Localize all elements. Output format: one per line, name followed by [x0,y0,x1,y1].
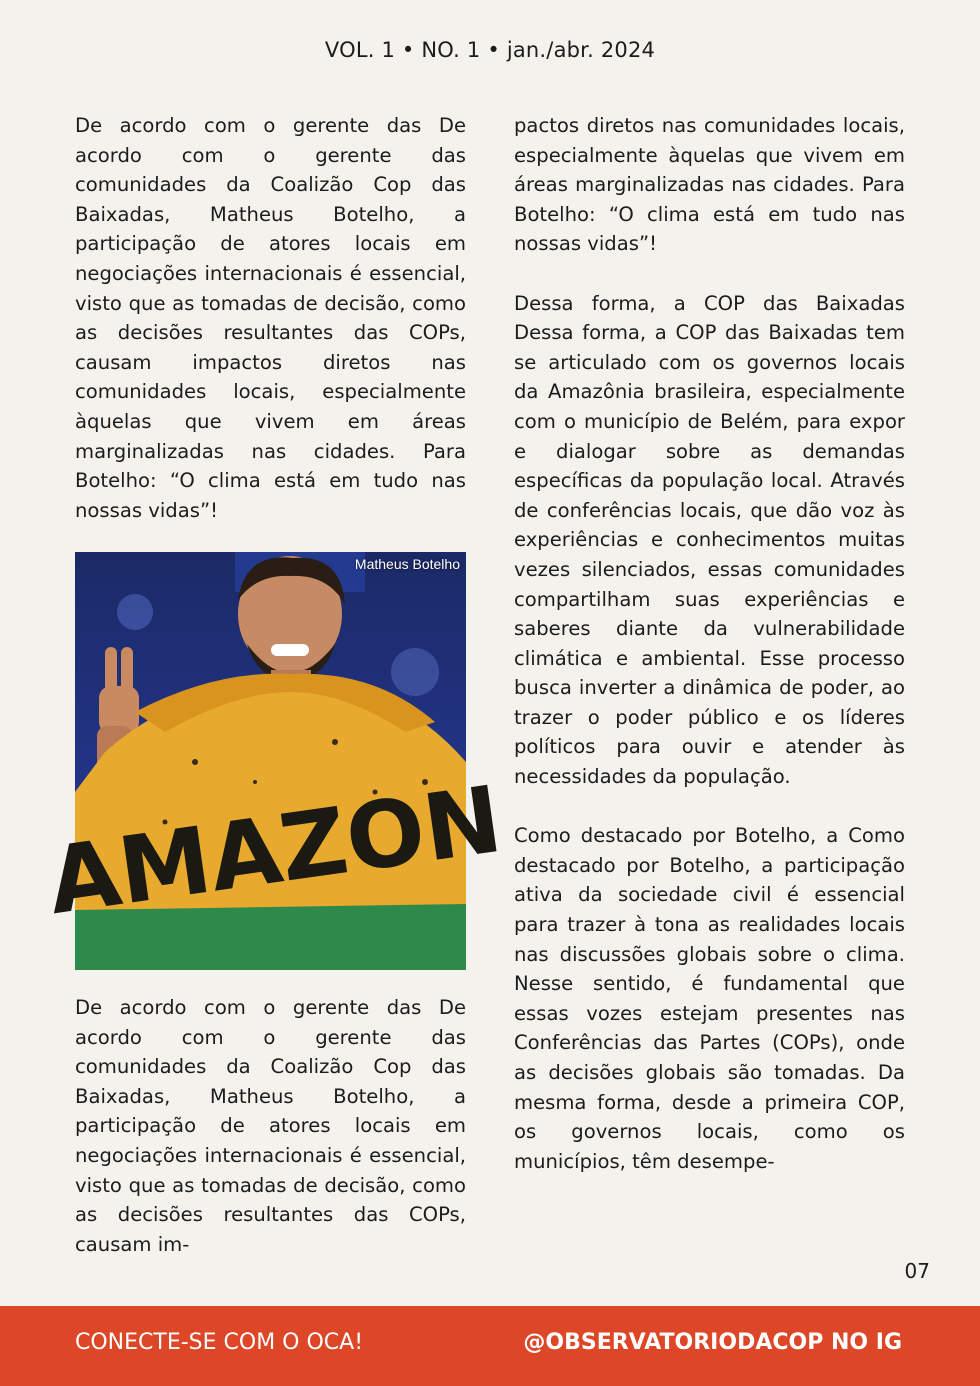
shirt-text: AMAZON [41,765,508,936]
footer-banner [0,1306,980,1386]
left-column-top [75,111,466,525]
photo-matheus-botelho [41,552,508,970]
shirt-lettering [41,552,508,970]
issue-header: VOL. 1 • NO. 1 • jan./abr. 2024 [324,38,656,62]
paragraph: De acordo com o gerente das De acordo com o gerente das comunidades da Coalizão Cop das Baixadas, Matheus Botelho, a participação de atores locais em negociações internacionais é essencial, visto que as tomadas de decisão, como as decisões resultantes das COPs, causam impactos diretos nas comunidades locais, especialmente àquelas que vivem em áreas marginalizadas nas cidades. Para Botelho: “O clima está em tudo nas nossas vidas”! [75,114,466,522]
paragraph: Como destacado por Botelho, a Como destacado por Botelho, a participação ativa da sociedade civil é essencial para trazer à tona as realidades locais nas discussões globais sobre o clima. Nesse sentido, é fundamental que essas vozes estejam presentes nas Conferências das Partes (COPs), onde as decisões globais são tomadas. Da mesma forma, desde a primeira COP, os governos locais, como os municípios, têm desempe- [514,824,905,1173]
instagram-handle[interactable]: @OBSERVATORIODACOP NO IG [523,1330,902,1355]
left-column-bottom [75,993,466,1259]
photo-caption: Matheus Botelho [354,556,460,572]
right-column [514,111,905,1176]
page-number: 07 [904,1259,930,1283]
footer-cta: CONECTE-SE COM O OCA! [75,1330,364,1355]
paragraph: pactos diretos nas comunidades locais, especialmente àquelas que vivem em áreas marginalizadas nas cidades. Para Botelho: “O clima está em tudo nas nossas vidas”! [514,114,905,256]
paragraph: De acordo com o gerente das De acordo com o gerente das comunidades da Coalizão Cop das Baixadas, Matheus Botelho, a participação de atores locais em negociações internacionais é essencial, visto que as tomadas de decisão, como as decisões resultantes das COPs, causam im- [75,996,466,1256]
paragraph: Dessa forma, a COP das Baixadas Dessa forma, a COP das Baixadas tem se articulado com os governos locais da Amazônia brasileira, especialmente com o município de Belém, para expor e dialogar sobre as demandas específicas da população local. Através de conferências locais, que dão voz às experiências e conhecimentos muitas vezes silenciados, essas comunidades compartilham suas experiências e saberes diante da vulnerabilidade climática e ambiental. Esse processo busca inverter a dinâmica de poder, ao trazer o poder público e os líderes políticos para ouvir e atender às necessidades da população. [514,291,905,789]
